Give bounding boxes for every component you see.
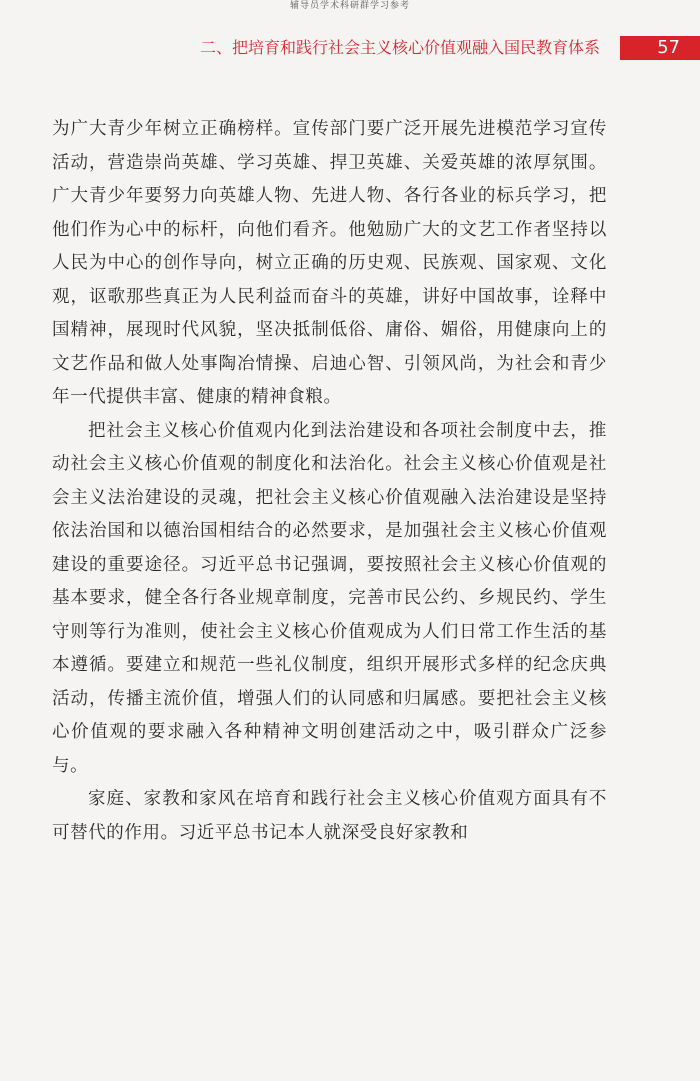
chapter-title: 二、把培育和践行社会主义核心价值观融入国民教育体系 — [199, 38, 600, 57]
paragraph-2: 把社会主义核心价值观内化到法治建设和各项社会制度中去，推动社会主义核心价值观的制度化和法治化。社会主义核心价值观是社会主义法治建设的灵魂，把社会主义核心价值观融入法治建设是坚持依法治国和以德治国相结合的必然要求，是加强社会主义核心价值观建设的重要途径。习近平总书记强调，要按照社会主义核心价值观的基本要求，健全各行各业规章制度，完善市民公约、乡规民约、学生守则等行为准则，使社会主义核心价值观成为人们日常工作生活的基本遵循。要建立和规范一些礼仪制度，组织开展形式多样的纪念庆典活动，传播主流价值，增强人们的认同感和归属感。要把社会主义核心价值观的要求融入各种精神文明创建活动之中，吸引群众广泛参与。 — [52, 420, 607, 776]
paragraph-1: 为广大青少年树立正确榜样。宣传部门要广泛开展先进模范学习宣传活动，营造崇尚英雄、学习英雄、捍卫英雄、关爱英雄的浓厚氛围。广大青少年要努力向英雄人物、先进人物、各行各业的标兵学习，把他们作为心中的标杆，向他们看齐。他勉励广大的文艺工作者坚持以人民为中心的创作导向，树立正确的历史观、民族观、国家观、文化观，讴歌那些真正为人民利益而奋斗的英雄，讲好中国故事，诠释中国精神，展现时代风貌，坚决抵制低俗、庸俗、媚俗，用健康向上的文艺作品和做人处事陶冶情操、启迪心智、引领风尚，为社会和青少年一代提供丰富、健康的精神食粮。 — [52, 119, 607, 407]
watermark-text: 辅导员学术科研群学习参考 — [289, 1, 410, 11]
running-header — [0, 36, 700, 60]
body-text — [52, 113, 607, 850]
page-number-badge — [620, 36, 700, 60]
page-number: 57 — [657, 37, 680, 58]
paragraph-3: 家庭、家教和家风在培育和践行社会主义核心价值观方面具有不可替代的作用。习近平总书记本人就深受良好家教和 — [52, 789, 607, 843]
